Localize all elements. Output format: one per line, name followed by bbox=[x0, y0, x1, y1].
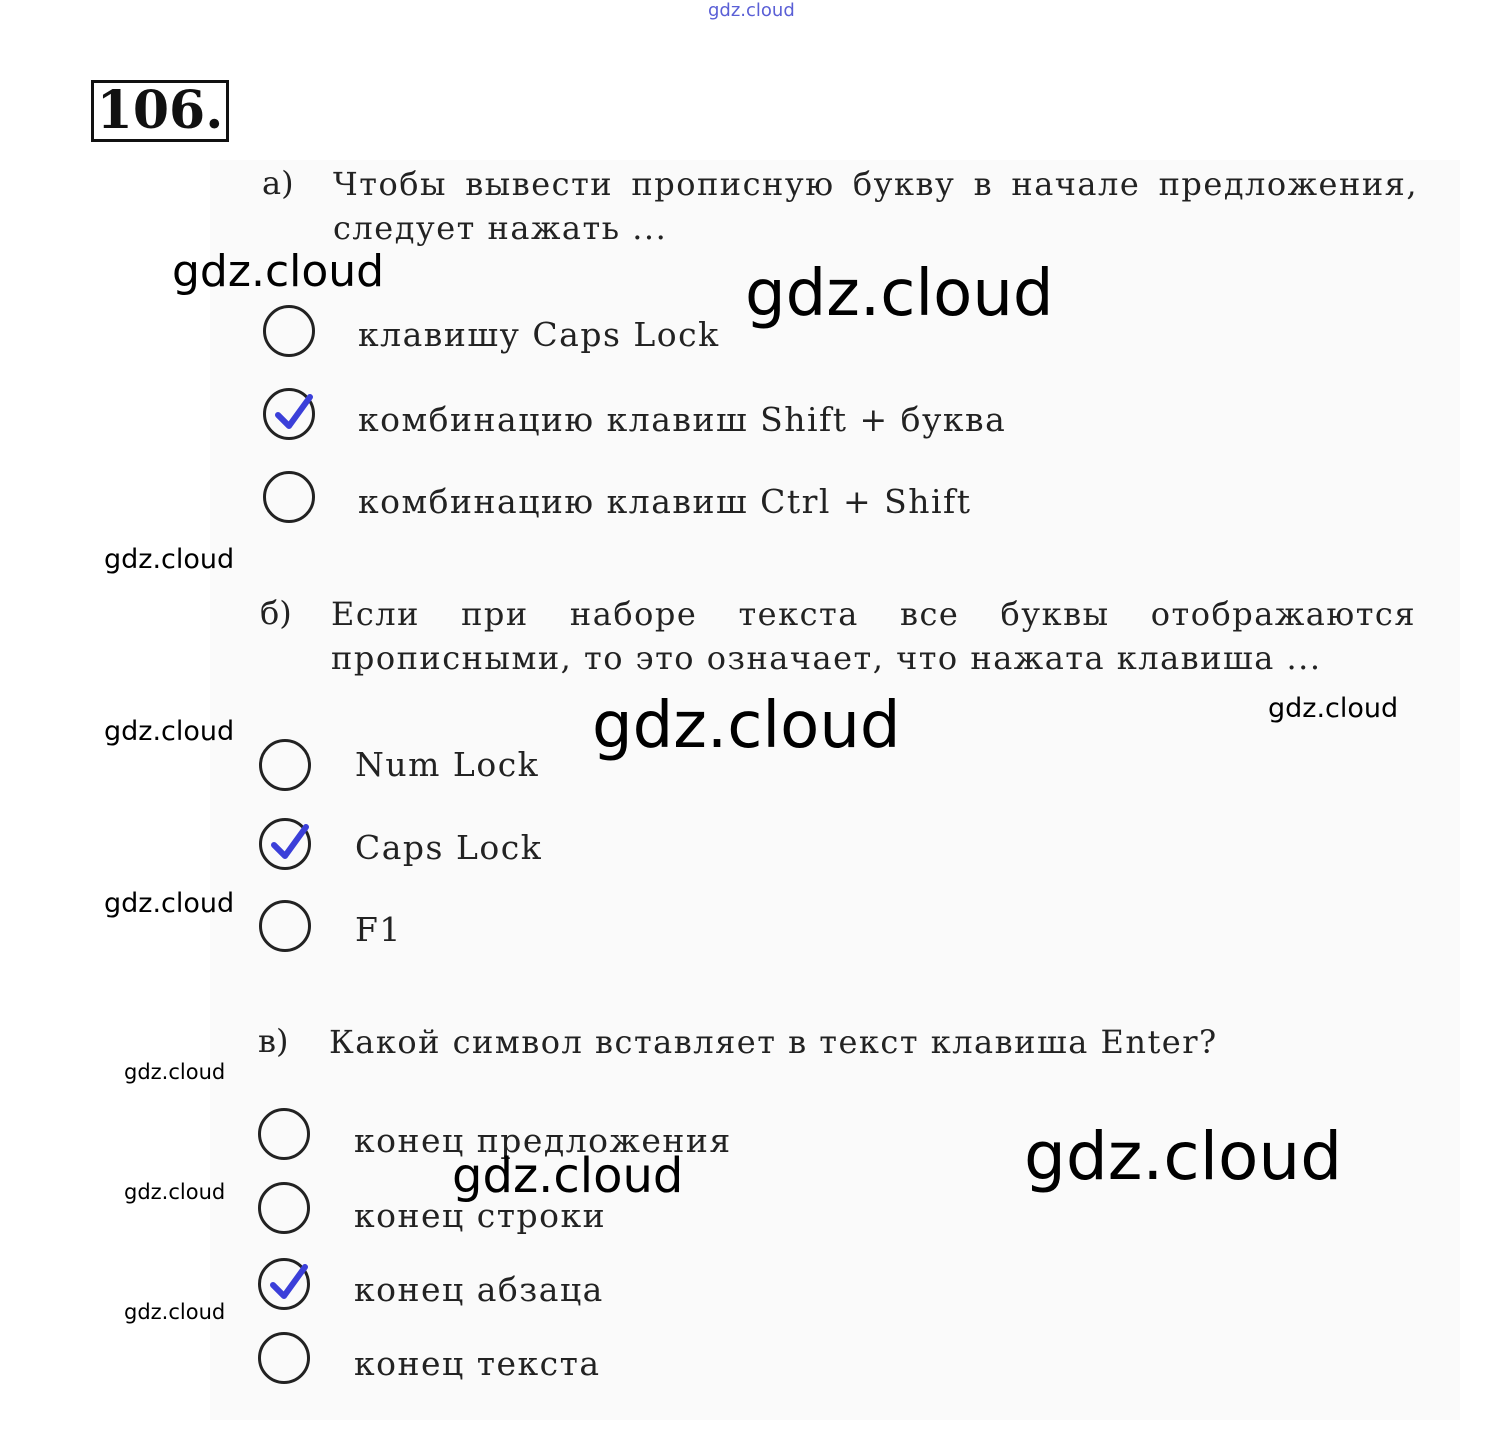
option-label: конец строки bbox=[354, 1196, 607, 1235]
option-label: комбинацию клавиш Shift + буква bbox=[358, 400, 1007, 439]
radio-circle[interactable] bbox=[258, 1332, 310, 1384]
watermark: gdz.cloud bbox=[592, 689, 901, 763]
watermark: gdz.cloud bbox=[1268, 693, 1399, 724]
watermark: gdz.cloud bbox=[1024, 1118, 1343, 1195]
radio-circle[interactable] bbox=[263, 471, 315, 523]
question-letter: в) bbox=[258, 1022, 289, 1060]
question-text: Если при наборе текста все буквы отображаются прописными, то это означает, что нажата клавиша ... bbox=[331, 595, 1416, 677]
radio-circle[interactable] bbox=[258, 1108, 310, 1160]
radio-circle[interactable] bbox=[259, 900, 311, 952]
checkmark-icon bbox=[272, 393, 316, 435]
watermark: gdz.cloud bbox=[104, 544, 235, 575]
radio-circle-checked[interactable] bbox=[258, 1258, 310, 1310]
question-letter: а) bbox=[262, 164, 294, 202]
option-label: комбинацию клавиш Ctrl + Shift bbox=[358, 482, 972, 521]
option-label: Caps Lock bbox=[355, 828, 543, 867]
question-text: Чтобы вывести прописную букву в начале предложения, следует нажать ... bbox=[333, 165, 1418, 247]
option-label: F1 bbox=[355, 910, 402, 949]
radio-circle-checked[interactable] bbox=[263, 388, 315, 440]
option-label: клавишу Caps Lock bbox=[358, 315, 720, 354]
checkmark-icon bbox=[268, 823, 312, 865]
radio-circle-checked[interactable] bbox=[259, 818, 311, 870]
checkmark-icon bbox=[267, 1263, 311, 1305]
watermark: gdz.cloud bbox=[124, 1060, 226, 1084]
radio-circle[interactable] bbox=[258, 1182, 310, 1234]
option-label: конец предложения bbox=[354, 1121, 732, 1160]
watermark: gdz.cloud bbox=[124, 1180, 226, 1204]
option-label: конец абзаца bbox=[354, 1270, 604, 1309]
watermark: gdz.cloud bbox=[452, 1148, 684, 1204]
watermark: gdz.cloud bbox=[124, 1300, 226, 1324]
radio-circle[interactable] bbox=[263, 305, 315, 357]
question-text: Какой символ вставляет в текст клавиша Enter? bbox=[329, 1023, 1218, 1061]
option-label: Num Lock bbox=[355, 745, 540, 784]
watermark: gdz.cloud bbox=[104, 888, 235, 919]
option-label: конец текста bbox=[354, 1344, 601, 1383]
question-letter: б) bbox=[260, 594, 292, 632]
watermark: gdz.cloud bbox=[104, 716, 235, 747]
watermark-top: gdz.cloud bbox=[708, 0, 795, 21]
watermark: gdz.cloud bbox=[172, 246, 385, 297]
watermark: gdz.cloud bbox=[745, 257, 1054, 331]
task-number: 106. bbox=[91, 80, 229, 142]
radio-circle[interactable] bbox=[259, 739, 311, 791]
